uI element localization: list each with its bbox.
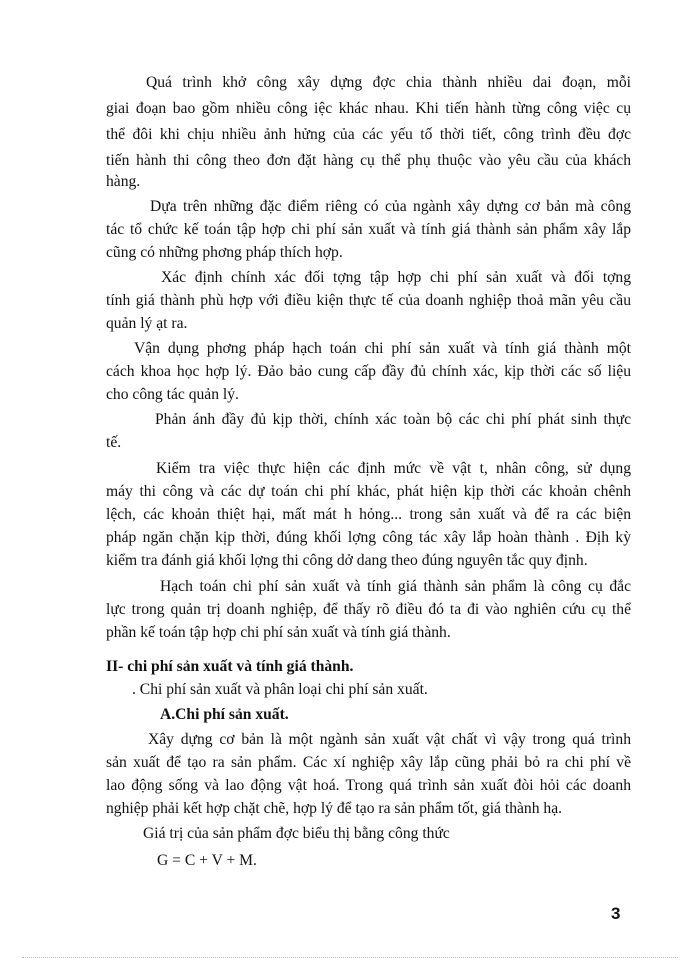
paragraph-line: kiểm tra đánh giá khối lợng thi công dở dang theo đúng nguyên tắc quy định. <box>106 552 588 569</box>
paragraph-line: sản xuất để tạo ra sản phẩm. Các xí nghiệp xây lắp cũng phải bỏ ra chi phí về <box>106 754 631 771</box>
paragraph-line: tế. <box>106 434 122 451</box>
paragraph-line: tác tổ chức kế toán tập hợp chi phí sản xuất và tính giá thành sản phẩm xây lắp <box>106 221 631 238</box>
paragraph-line: Xây dựng cơ bản là một ngành sản xuất vật chất vì vậy trong quá trình <box>148 731 631 748</box>
paragraph-line: lệch, các khoản thiệt hại, mất mát h hỏng... trong sản xuất và để ra các biện <box>106 506 631 523</box>
page-number: 3 <box>611 904 621 923</box>
formula: G = C + V + M. <box>157 852 257 869</box>
paragraph-line: lao động sống và lao động vật hoá. Trong quá trình sản xuất đòi hỏi các doanh <box>106 777 631 794</box>
paragraph-line: Dựa trên những đặc điểm riêng có của ngành xây dựng cơ bản mà công <box>150 198 631 215</box>
paragraph-line: Xác định chính xác đối tợng tập hợp chi phí sản xuất và đối tợng <box>161 269 631 286</box>
section-heading: II- chi phí sản xuất và tính giá thành. <box>106 658 354 675</box>
paragraph-line: nghiệp phải kết hợp chặt chẽ, hợp lý để tạo ra sản phẩm tốt, giá thành hạ. <box>106 800 563 817</box>
paragraph-line: phần kế toán tập hợp chi phí sản xuất và tính giá thành. <box>106 624 451 641</box>
paragraph-line: thể đôi khi chịu nhiều ảnh hửng của các yếu tố thời tiết, công trình đều đợc <box>106 126 631 143</box>
subsection-title: A.Chi phí sản xuất. <box>160 706 289 723</box>
paragraph-line: pháp ngăn chặn kịp thời, đúng khối lợng công tác xây lắp hoàn thành . Địh kỳ <box>106 529 631 546</box>
paragraph-line: cách khoa học hợp lý. Đảo bảo cung cấp đầy đủ chính xác, kịp thời các số liệu <box>106 363 631 380</box>
paragraph-line: Hạch toán chi phí sản xuất và tính giá thành sản phẩm là công cụ đắc <box>160 578 631 595</box>
paragraph-line: cũng có những phơng pháp thích hợp. <box>106 244 343 261</box>
paragraph-line: Quá trình khở công xây dựng đợc chia thành nhiều dai đoạn, mỗi <box>146 74 631 91</box>
footer-divider <box>22 957 678 958</box>
paragraph-line: máy thi công và các dự toán chi phí khác, phát hiện kịp thời các khoản chênh <box>106 483 631 500</box>
paragraph-line: tính giá thành phù hợp với điều kiện thực tế của doanh nghiệp thoả mãn yêu cầu <box>106 292 631 309</box>
paragraph-line: Giá trị của sản phẩm đợc biểu thị bằng công thức <box>143 825 450 842</box>
paragraph-line: quản lý ạt ra. <box>106 315 188 332</box>
paragraph-line: cho công tác quản lý. <box>106 386 239 403</box>
paragraph-line: Phản ánh đầy đủ kịp thời, chính xác toàn bộ các chi phí phát sinh thực <box>155 411 631 428</box>
paragraph-line: lực trong quản trị doanh nghiệp, để thấy rõ điều đó ta đi vào nghiên cứu cụ thể <box>106 601 631 618</box>
subsection-heading: . Chi phí sản xuất và phân loại chi phí sản xuất. <box>132 681 428 698</box>
paragraph-line: tiến hành thi công theo đơn đặt hàng cụ thể phụ thuộc vào yêu cầu của khách <box>106 152 631 169</box>
paragraph-line: giai đoạn bao gồm nhiều công iệc khác nhau. Khi tiến hành từng công việc cụ <box>106 100 631 117</box>
paragraph-line: Kiểm tra việc thực hiện các định mức về vật t, nhân công, sử dụng <box>156 460 631 477</box>
paragraph-line: Vận dụng phơng pháp hạch toán chi phí sản xuất và tính giá thành một <box>134 340 631 357</box>
paragraph-line: hàng. <box>106 173 141 190</box>
